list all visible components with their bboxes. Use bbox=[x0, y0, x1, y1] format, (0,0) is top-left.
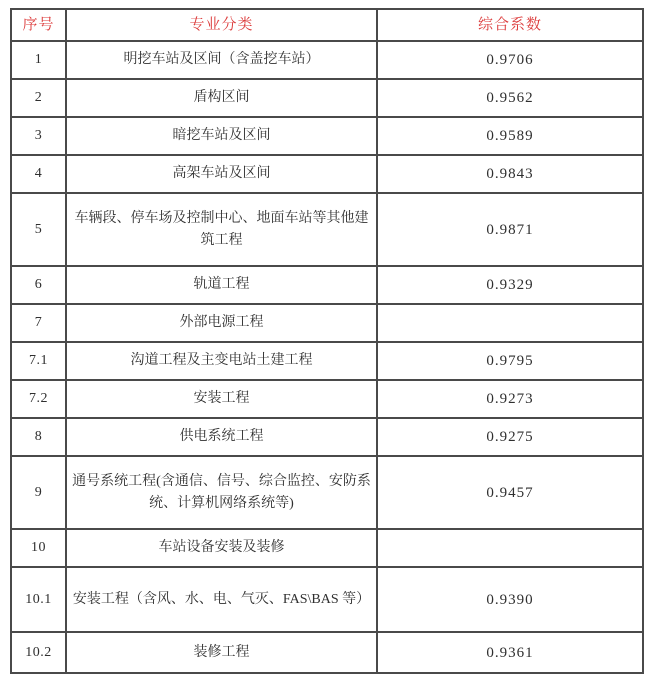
table-row bbox=[11, 342, 643, 380]
category-cell: 车辆段、停车场及控制中心、地面车站等其他建筑工程 bbox=[66, 193, 377, 266]
coefficient-cell: 0.9390 bbox=[377, 567, 643, 632]
category-cell: 盾构区间 bbox=[66, 79, 377, 117]
category-cell: 通号系统工程(含通信、信号、综合监控、安防系统、计算机网络系统等) bbox=[66, 456, 377, 529]
coefficient-cell bbox=[377, 529, 643, 567]
coefficient-cell: 0.9795 bbox=[377, 342, 643, 380]
coefficient-table-container bbox=[10, 8, 644, 674]
serial-cell: 8 bbox=[11, 418, 66, 456]
coefficient-cell: 0.9706 bbox=[377, 41, 643, 79]
serial-cell: 10 bbox=[11, 529, 66, 567]
serial-cell: 7.1 bbox=[11, 342, 66, 380]
coefficient-cell: 0.9871 bbox=[377, 193, 643, 266]
serial-cell: 4 bbox=[11, 155, 66, 193]
serial-cell: 7 bbox=[11, 304, 66, 342]
serial-cell: 10.1 bbox=[11, 567, 66, 632]
table-row bbox=[11, 41, 643, 79]
table-row bbox=[11, 304, 643, 342]
coefficient-cell: 0.9589 bbox=[377, 117, 643, 155]
table-row bbox=[11, 155, 643, 193]
category-cell: 外部电源工程 bbox=[66, 304, 377, 342]
header-row bbox=[11, 9, 643, 41]
serial-cell: 6 bbox=[11, 266, 66, 304]
table-row bbox=[11, 79, 643, 117]
serial-cell: 2 bbox=[11, 79, 66, 117]
table-header bbox=[11, 9, 643, 41]
coefficient-cell: 0.9273 bbox=[377, 380, 643, 418]
header-category: 专业分类 bbox=[66, 9, 377, 41]
table-row bbox=[11, 266, 643, 304]
category-cell: 供电系统工程 bbox=[66, 418, 377, 456]
category-cell: 安装工程（含风、水、电、气灭、FAS\BAS 等） bbox=[66, 567, 377, 632]
table-row bbox=[11, 380, 643, 418]
table-row bbox=[11, 567, 643, 632]
category-cell: 装修工程 bbox=[66, 632, 377, 673]
serial-cell: 3 bbox=[11, 117, 66, 155]
category-cell: 轨道工程 bbox=[66, 266, 377, 304]
table-body bbox=[11, 41, 643, 673]
category-cell: 暗挖车站及区间 bbox=[66, 117, 377, 155]
coefficient-cell: 0.9329 bbox=[377, 266, 643, 304]
table-row bbox=[11, 193, 643, 266]
coefficient-cell: 0.9457 bbox=[377, 456, 643, 529]
category-cell: 高架车站及区间 bbox=[66, 155, 377, 193]
serial-cell: 9 bbox=[11, 456, 66, 529]
header-serial: 序号 bbox=[11, 9, 66, 41]
category-cell: 车站设备安装及装修 bbox=[66, 529, 377, 567]
table-row bbox=[11, 456, 643, 529]
table-row bbox=[11, 117, 643, 155]
table-row bbox=[11, 632, 643, 673]
serial-cell: 1 bbox=[11, 41, 66, 79]
coefficient-cell: 0.9843 bbox=[377, 155, 643, 193]
serial-cell: 10.2 bbox=[11, 632, 66, 673]
coefficient-cell: 0.9275 bbox=[377, 418, 643, 456]
coefficient-cell: 0.9361 bbox=[377, 632, 643, 673]
coefficient-cell: 0.9562 bbox=[377, 79, 643, 117]
category-cell: 沟道工程及主变电站土建工程 bbox=[66, 342, 377, 380]
coefficient-cell bbox=[377, 304, 643, 342]
table-row bbox=[11, 529, 643, 567]
category-cell: 明挖车站及区间（含盖挖车站） bbox=[66, 41, 377, 79]
coefficient-table bbox=[10, 8, 644, 674]
serial-cell: 7.2 bbox=[11, 380, 66, 418]
serial-cell: 5 bbox=[11, 193, 66, 266]
header-coefficient: 综合系数 bbox=[377, 9, 643, 41]
category-cell: 安装工程 bbox=[66, 380, 377, 418]
table-row bbox=[11, 418, 643, 456]
